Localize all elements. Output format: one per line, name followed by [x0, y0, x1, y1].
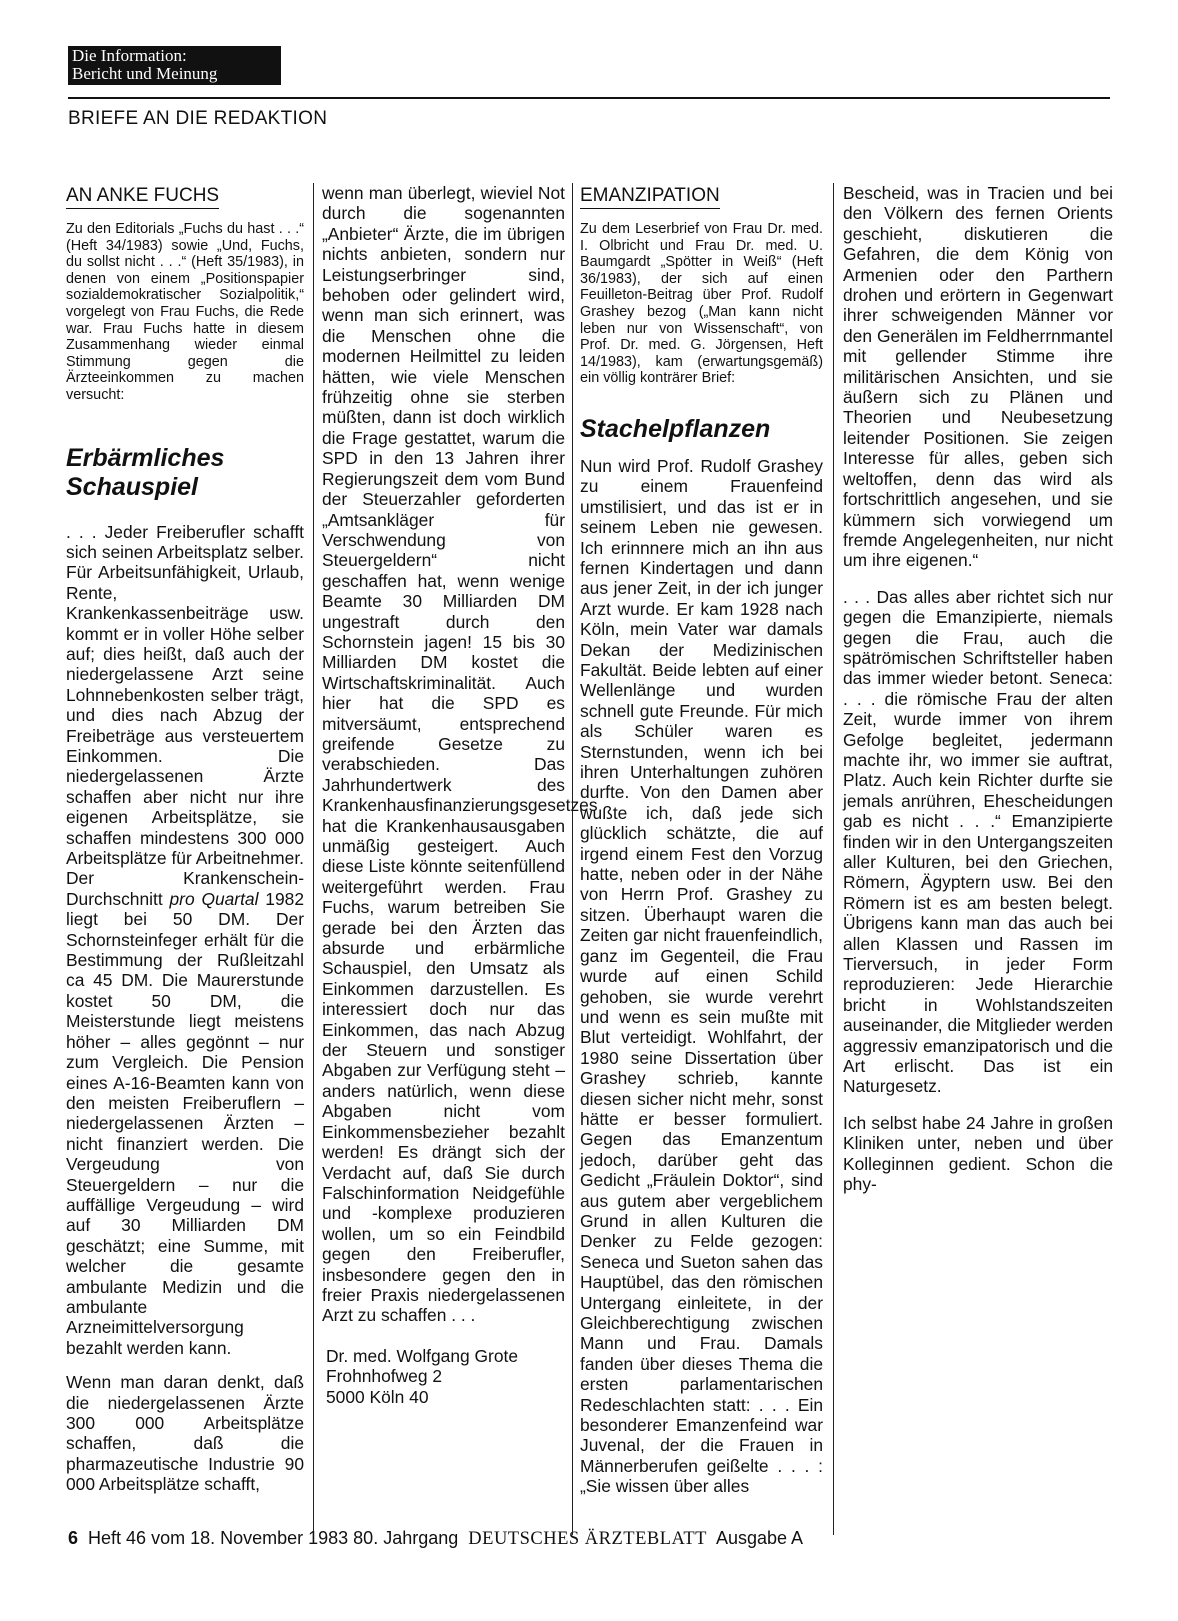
- section-title: BRIEFE AN DIE REDAKTION: [68, 108, 328, 129]
- letter1-body-part-2: 1982 liegt bei 50 DM. Der Schornsteinfeger erhält für die Bestimmung der Rußleitzahl ca 45 DM. Die Maurerstunde kostet 50 DM, die Meisterstunde liegt meistens höher – alles gegönnt – nur zum Vergleich. Die Pension eines A-16-Beamten kann von den meisten Freiberuflern – niedergelassenen Ärzten – nicht finanziert werden. Die Vergeudung von Steuergeldern – nur die auffällige Vergeudung – wird auf 30 Milliarden DM geschätzt; eine Summe, mit welcher die gesamte ambulante Medizin und die ambulante Arzneimittelversorgung bezahlt werden kann.: [66, 888, 304, 1358]
- letter2-title: Stachelpflanzen: [580, 414, 771, 443]
- letter1-signature-city: 5000 Köln 40: [326, 1386, 429, 1407]
- letter2-body-paragraph-2: . . . Das alles aber richtet sich nur gegen die Emanzipierte, niemals gegen die Frau, auch die spätrömischen Schriftsteller haben das immer wieder betont. Seneca: . . . die römische Frau der alten Zeit, wurde immer von ihrem Gefolge begleitet, jedermann machte ihr, wo immer sie auftrat, Platz. Auch kein Richter durfte sie jemals anrühren, Ehescheidungen gab es nicht . . .“ Emanzipierte finden wir in den Untergangszeiten aller Kulturen, bei den Griechen, Römern, Ägyptern usw. Bei den Römern ist es am besten belegt. Übrigens kann man das auch bei allen Klassen und Rassen im Tierversuch, in jeder Form reproduzieren: Jede Hierarchie bricht in Wohlstandszeiten auseinander, die Mitglieder werden aggressiv emanzipatorisch und die Art erlischt. Das ist ein Naturgesetz.: [843, 586, 1113, 1097]
- page-number: 6: [68, 1528, 79, 1548]
- letter2-body-paragraph-3: Ich selbst habe 24 Jahre in großen Kliniken unter, neben und über Kolleginnen gedient. Schon die phy-: [843, 1112, 1113, 1195]
- column-2: [322, 183, 598, 1407]
- letter1-signature-street: Frohnhofweg 2: [326, 1366, 443, 1387]
- column-3: [580, 183, 823, 1497]
- letter2-body-paragraph-1-continued: Bescheid, was in Tracien und bei den Völkern des fernen Orients geschieht, diskutieren die Gefahren, die dem König von Armenien oder den Parthern drohen und erörtern in Gegenwart ihrer schweigenden Männer vor den Generälen im Feldherrnmantel mit gellender Stimme ihre militärischen Ansichten, und sie äußern sich zu Plänen und Theorien und Neubesetzung leitender Positionen. Sie zeigen Interesse für alles, geben sich weltoffen, denn das wird als fortschrittlich angesehen, und sie kümmern sich vorwiegend um fremde Angelegenheiten, nur nicht um ihre eigenen.“: [843, 183, 1113, 571]
- letter1-title: Erbärmliches Schauspiel: [66, 443, 225, 501]
- column-1: [66, 183, 304, 1495]
- issue-info: Heft 46 vom 18. November 1983 80. Jahrgang: [88, 1528, 459, 1548]
- rubric-line-2: Bericht und Meinung: [72, 64, 218, 83]
- rubric-header: [68, 46, 281, 85]
- column-divider-1: [313, 183, 314, 1535]
- letter1-body-part-1: . . . Jeder Freiberufler schafft sich seinen Arbeitsplatz selber. Für Arbeitsunfähigkeit, Urlaub, Rente, Krankenkassenbeiträge usw. kommt er in voller Höhe selber auf; dies heißt, daß auch der niedergelassene Arzt seine Lohnnebenkosten selber trägt, und dies nach Abzug der Freibeträge aus versteuertem Einkommen. Die niedergelassenen Ärzte schaffen aber nicht nur ihre eigenen Arbeitsplätze, sie schaffen mindestens 300 000 Arbeitsplätze für Arbeitnehmer. Der Krankenschein-Durchschnitt: [66, 521, 304, 909]
- page-footer: [68, 1528, 803, 1550]
- letter1-body-italic: pro Quartal: [169, 888, 259, 909]
- column-divider-2: [572, 183, 573, 1535]
- column-divider-3: [833, 183, 834, 1535]
- letter1-rubric: AN ANKE FUCHS: [66, 185, 219, 209]
- column-4: [843, 183, 1113, 1195]
- letter1-body-paragraph-2: Wenn man daran denkt, daß die niedergelassenen Ärzte 300 000 Arbeitsplätze schaffen, daß die pharmazeutische Industrie 90 000 Arbeitsplätze schafft,: [66, 1372, 304, 1495]
- letter1-signature-name: Dr. med. Wolfgang Grote: [326, 1345, 519, 1366]
- letter2-intro: Zu dem Leserbrief von Frau Dr. med. I. Olbricht und Frau Dr. med. U. Baumgardt „Spötter in Weiß“ (Heft 36/1983), der sich auf einen Feuilleton-Beitrag über Prof. Rudolf Grashey bezog („Man kann nicht leben nur von Wissenschaft“, von Prof. Dr. med. G. Jörgensen, Heft 14/1983), kam (erwartungsgemäß) ein völlig konträrer Brief:: [580, 221, 823, 387]
- letter1-body-paragraph-2-continued: wenn man überlegt, wieviel Not durch die sogenannten „Anbieter“ Ärzte, die im übrigen nichts anbieten, sondern nur Leistungserbringer sind, behoben oder gelindert wird, wenn man sich erinnert, was die Menschen ohne die modernen Heilmittel zu leiden hätten, wie viele Menschen frühzeitig ohne sie sterben müßten, dann ist doch wirklich die Frage gestattet, warum die SPD in den 13 Jahren ihrer Regierungszeit dem vom Bund der Steuerzahler geforderten „Amtsankläger für Verschwendung von Steuergeldern“ nicht geschaffen hat, wenn wenige Beamte 30 Milliarden DM ungestraft durch den Schornstein jagen! 15 bis 30 Milliarden DM kostet die Wirtschaftskriminalität. Auch hier hat die SPD es mitversäumt, entsprechend greifende Gesetze zu verabschieden. Das Jahrhundertwerk des Krankenhausfinanzierungsgesetzes hat die Krankenhausausgaben unmäßig gesteigert. Auch diese Liste könnte seitenfüllend weitergeführt werden. Frau Fuchs, warum betreiben Sie gerade bei den Ärzten das absurde und erbärmliche Schauspiel, den Umsatz als Einkommen darzustellen. Es interessiert doch nur das Einkommen, das nach Abzug der Steuern und sonstiger Abgaben zur Verfügung steht – anders natürlich, wenn diese Abgaben nicht vom Einkommensbezieher bezahlt werden! Es drängt sich der Verdacht auf, daß Sie durch Falschinformation Neidgefühle und -komplexe produzieren wollen, um so ein Feindbild gegen den Freiberufler, insbesondere gegen den in freier Praxis niedergelassenen Arzt zu schaffen . . .: [322, 183, 598, 1326]
- letter2-body-paragraph-1: Nun wird Prof. Rudolf Grashey zu einem Frauenfeind umstilisiert, und das ist er in seinem Leben nie gewesen. Ich erinnnere mich an ihn aus fernen Kindertagen und dann aus jener Zeit, in der ich junger Arzt wurde. Er kam 1928 nach Köln, mein Vater war damals Dekan der Medizinischen Fakultät. Beide lebten auf einer Wellenlänge und wurden schnell gute Freunde. Für mich als Schüler waren es Sternstunden, wenn ich bei ihren Unterhaltungen zuhören durfte. Von den Damen aber wußte ich, daß jede sich glücklich schätzte, die auf irgend einem Fest den Vorzug hatte, neben oder in der Nähe von Herrn Prof. Grashey zu sitzen. Überhaupt waren die Zeiten gar nicht frauenfeindlich, ganz im Gegenteil, die Frau wurde auf einen Schild gehoben, sie wurde verehrt und wenn es sein mußte mit Blut verteidigt. Wohlfahrt, der 1980 seine Dissertation über Grashey schrieb, kannte diesen sicher nicht mehr, sonst hätte er besser formuliert. Gegen das Emanzentum jedoch, darüber geht das Gedicht „Fräulein Doktor“, sind aus gutem aber vergeblichem Grund in allen Kulturen die Denker zu Felde gezogen: Seneca und Sueton sahen das Hauptübel, das den römischen Untergang einleitete, in der Gleichberechtigung zwischen Mann und Frau. Damals fanden über dieses Thema die ersten parlamentarischen Redeschlachten statt: . . . Ein besonderer Emanzenfeind war Juvenal, der die Frauen in Männerberufen geißelte . . . : „Sie wissen über alles: [580, 455, 823, 1497]
- letter1-intro: Zu den Editorials „Fuchs du hast . . .“ (Heft 34/1983) sowie „Und, Fuchs, du sollst nicht . . .“ (Heft 35/1983), in denen von einem „Positionspapier sozialdemokratischer Sozialpolitik,“ vorgelegt von Frau Fuchs, die Rede war. Frau Fuchs hatte in diesem Zusammenhang wieder einmal Stimmung gegen die Ärzteeinkommen zu machen versucht:: [66, 221, 304, 403]
- header-rule: [68, 97, 1110, 99]
- edition-label: Ausgabe A: [715, 1528, 804, 1548]
- letter1-body-paragraph-1: [66, 522, 304, 1359]
- letter2-rubric: EMANZIPATION: [580, 185, 720, 209]
- magazine-name: DEUTSCHES ÄRZTEBLATT: [468, 1529, 707, 1549]
- rubric-line-1: Die Information:: [72, 46, 187, 65]
